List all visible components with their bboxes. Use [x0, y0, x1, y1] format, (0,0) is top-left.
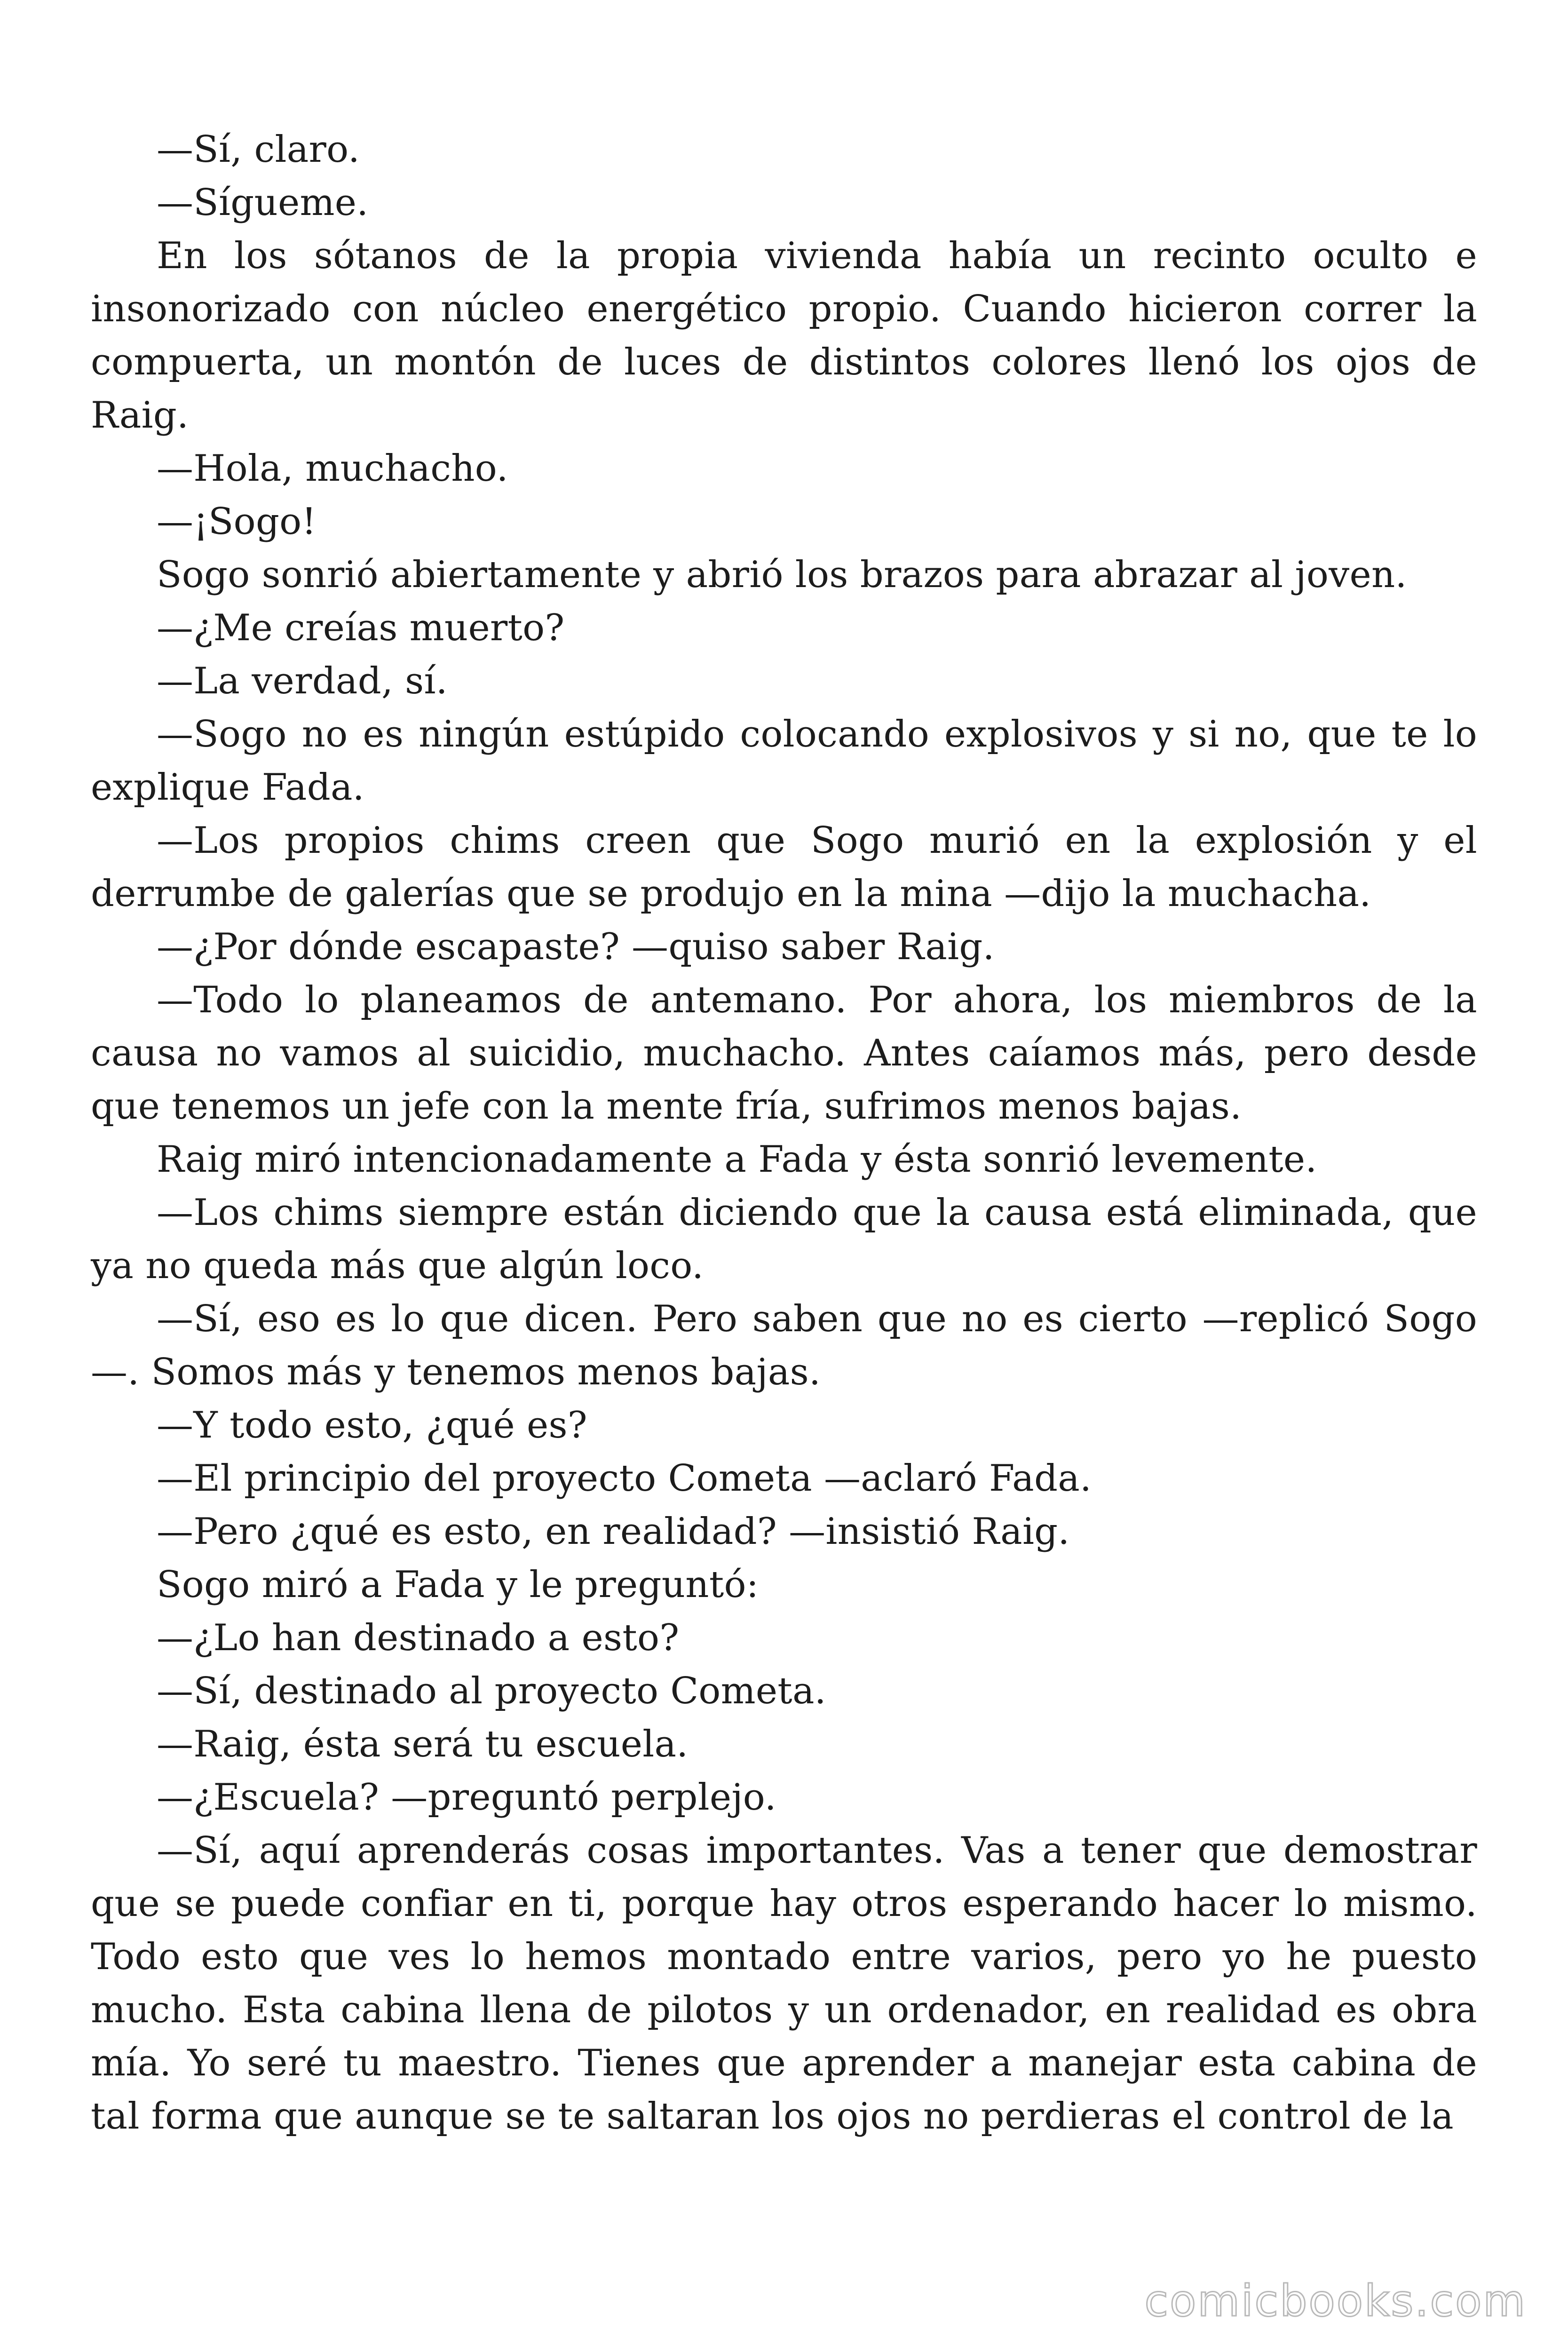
paragraph: —Los chims siempre están diciendo que la causa está eliminada, que ya no queda más que algún loco. — [91, 1192, 1477, 1287]
watermark-text: comicbooks.com — [1144, 2276, 1527, 2326]
paragraph: —El principio del proyecto Cometa —aclaró Fada. — [157, 1457, 1092, 1500]
paragraph: —¿Lo han destinado a esto? — [157, 1617, 680, 1659]
paragraph: —Sí, claro. — [157, 128, 360, 171]
paragraph: —¿Me creías muerto? — [157, 607, 565, 649]
paragraph: —Y todo esto, ¿qué es? — [157, 1404, 587, 1446]
paragraph: —Sígueme. — [157, 182, 369, 224]
paragraph: —¡Sogo! — [157, 501, 317, 543]
paragraph: —Los propios chims creen que Sogo murió en la explosión y el derrumbe de galerías que se produjo en la mina —dijo la muchacha. — [91, 819, 1477, 915]
page-text — [91, 123, 1477, 2143]
paragraph: —Hola, muchacho. — [157, 447, 508, 490]
paragraph: —Sí, destinado al proyecto Cometa. — [157, 1670, 826, 1712]
paragraph: —Sí, eso es lo que dicen. Pero saben que no es cierto —replicó Sogo —. Somos más y tenemos menos bajas. — [91, 1298, 1477, 1393]
paragraph: —Raig, ésta será tu escuela. — [157, 1723, 689, 1765]
paragraph: Sogo miró a Fada y le preguntó: — [157, 1564, 759, 1606]
paragraph: —Sí, aquí aprenderás cosas importantes. Vas a tener que demostrar que se puede confiar en ti, porque hay otros esperando hacer lo mismo. Todo esto que ves lo hemos montado entre varios, pero yo he puesto mucho. Esta cabina llena de pilotos y un ordenador, en realidad es obra mía. Yo seré tu maestro. Tienes que aprender a manejar esta cabina de tal forma que aunque se te saltaran los ojos no perdieras el control de la — [91, 1829, 1477, 2137]
paragraph: Sogo sonrió abiertamente y abrió los brazos para abrazar al joven. — [157, 554, 1407, 596]
paragraph: —¿Por dónde escapaste? —quiso saber Raig. — [157, 926, 995, 968]
paragraph: Raig miró intencionadamente a Fada y ésta sonrió levemente. — [157, 1138, 1317, 1181]
paragraph: —Pero ¿qué es esto, en realidad? —insistió Raig. — [157, 1510, 1070, 1553]
paragraph: —Sogo no es ningún estúpido colocando explosivos y si no, que te lo explique Fada. — [91, 713, 1477, 809]
paragraph: —¿Escuela? —preguntó perplejo. — [157, 1776, 776, 1819]
paragraph: —La verdad, sí. — [157, 660, 448, 702]
paragraph: —Todo lo planeamos de antemano. Por ahora, los miembros de la causa no vamos al suicidio, muchacho. Antes caíamos más, pero desde que tenemos un jefe con la mente fría, sufrimos menos bajas. — [91, 979, 1477, 1128]
paragraph: En los sótanos de la propia vivienda había un recinto oculto e insonorizado con núcleo energético propio. Cuando hicieron correr la compuerta, un montón de luces de distintos colores llenó los ojos de Raig. — [91, 235, 1477, 437]
